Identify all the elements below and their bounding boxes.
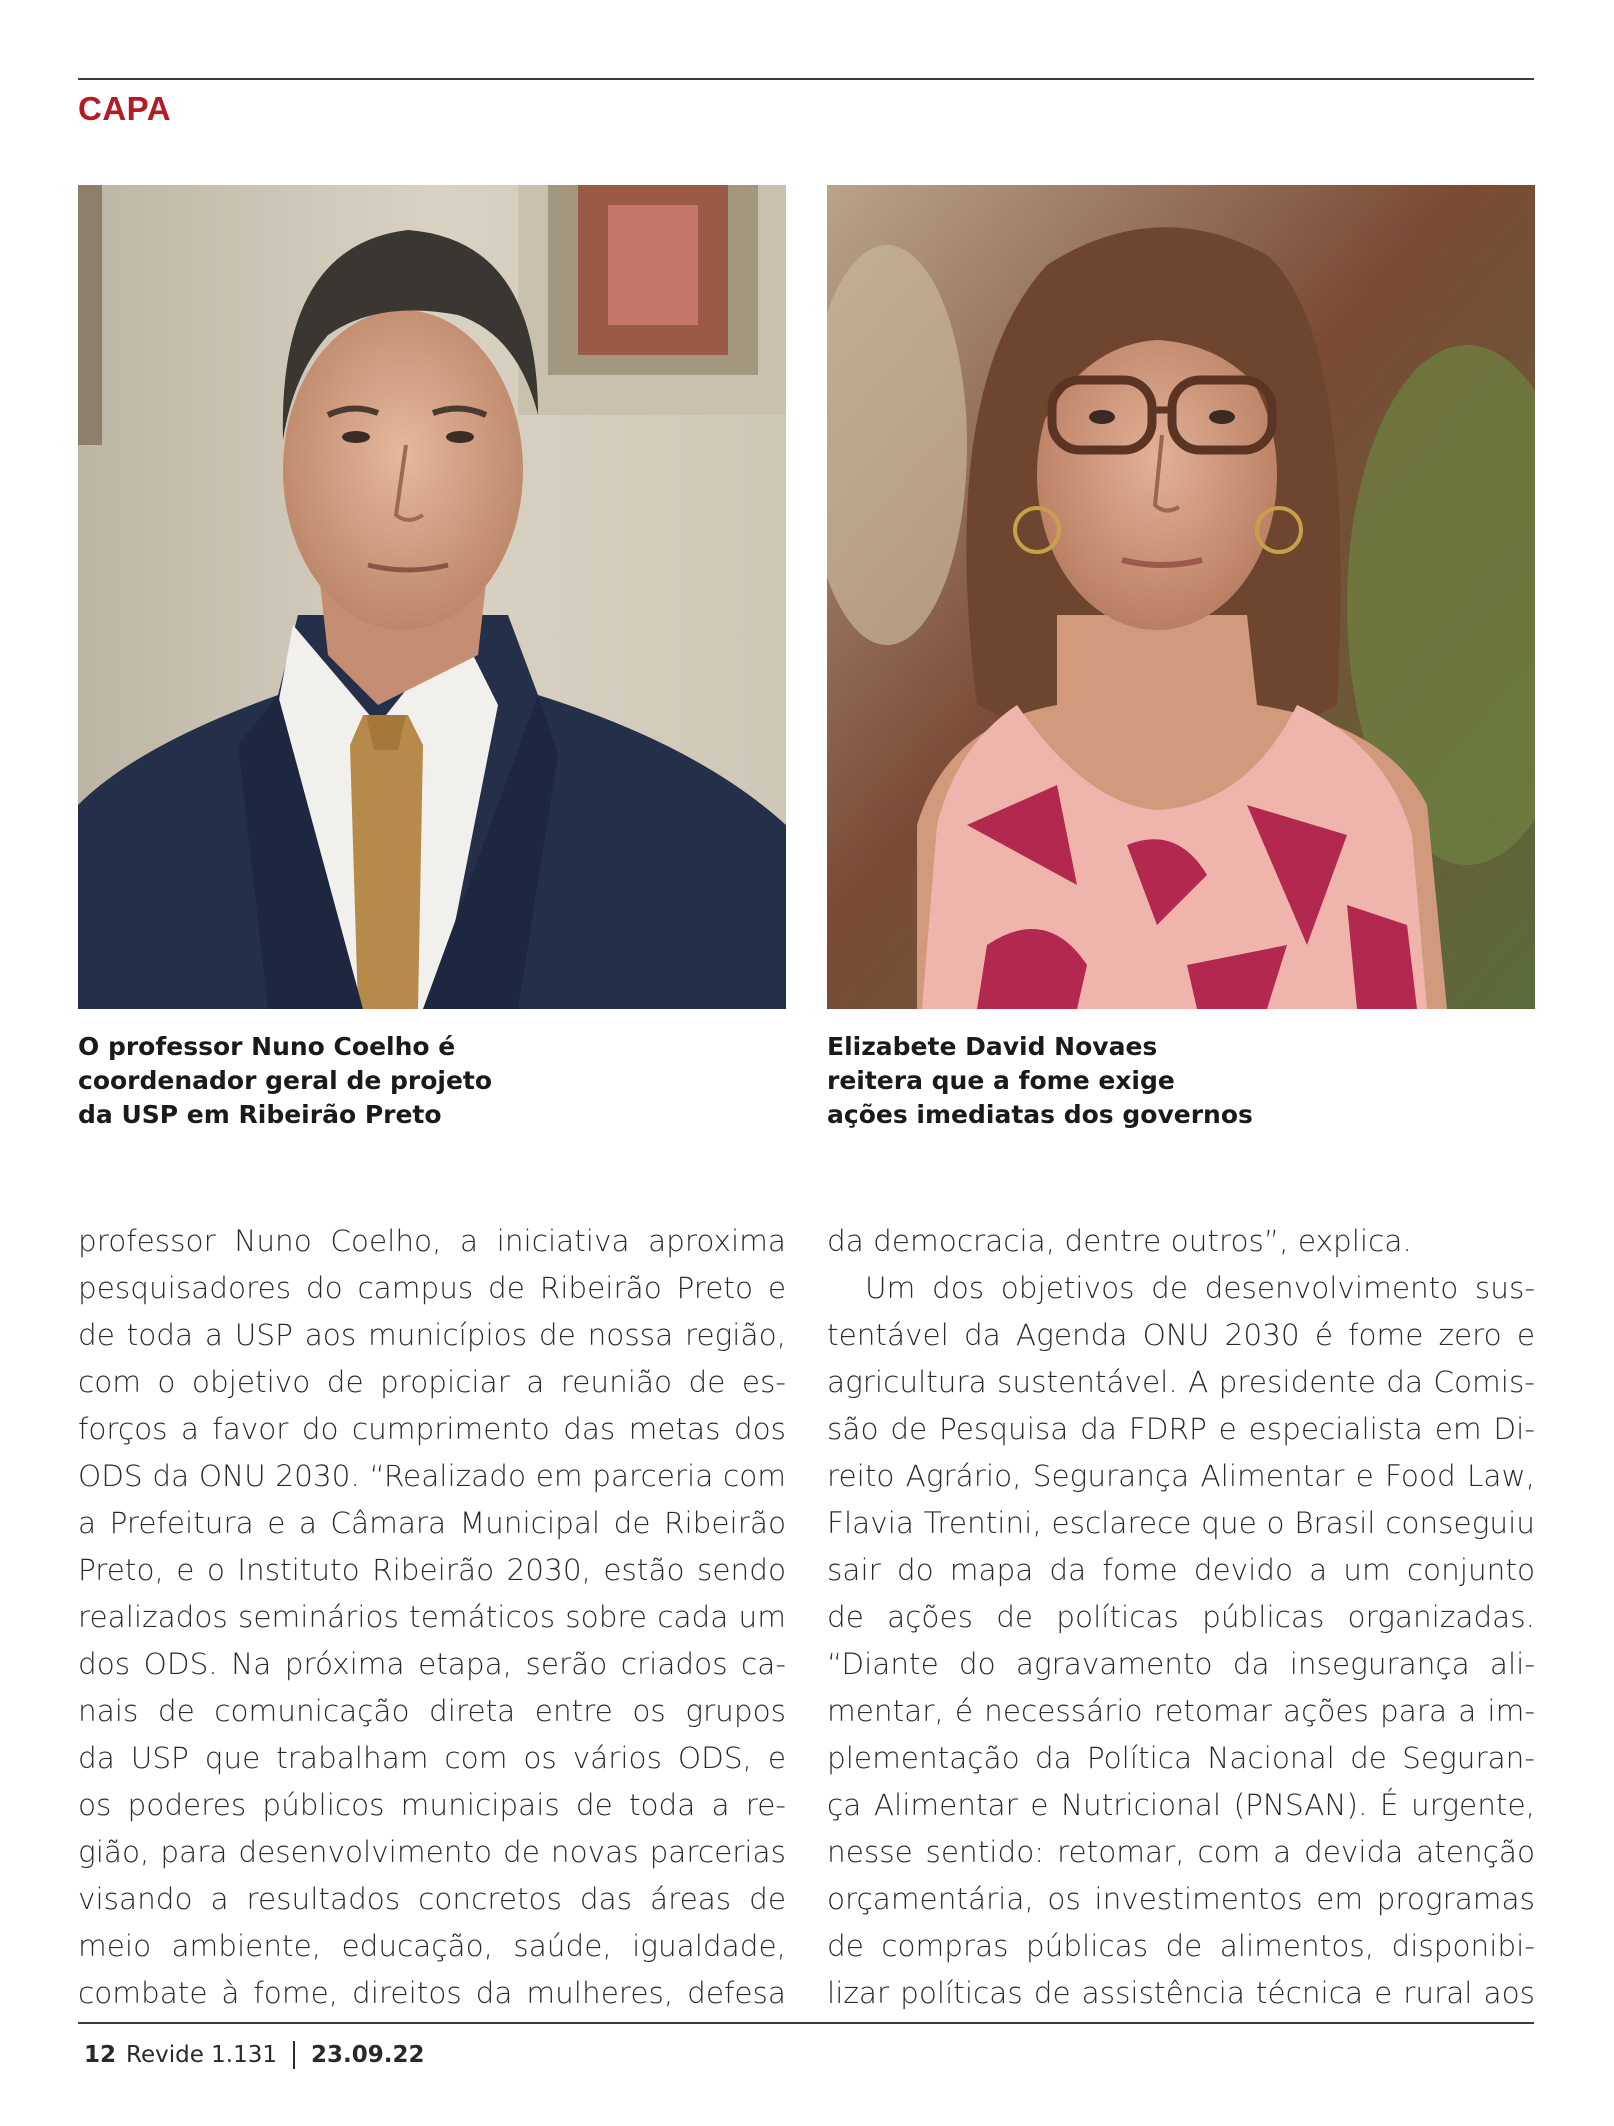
text-line: a Prefeitura e a Câmara Municipal de Ribeirão [78, 1506, 786, 1540]
text-line: agricultura sustentável. A presidente da Comis- [827, 1365, 1535, 1399]
text-line: da democracia, dentre outros”, explica. [827, 1224, 1412, 1258]
text-line: orçamentária, os investimentos em programas [827, 1882, 1535, 1916]
text-line: com o objetivo de propiciar a reunião de es- [78, 1365, 786, 1399]
caption-line: ações imediatas dos governos [827, 1100, 1253, 1129]
caption-line: O professor Nuno Coelho é [78, 1032, 456, 1061]
text-line: combate à fome, direitos da mulheres, defesa [78, 1976, 786, 2010]
caption-line: coordenador geral de projeto [78, 1066, 493, 1095]
text-line: visando a resultados concretos das áreas de [78, 1882, 786, 1916]
text-line: plementação da Política Nacional de Seguran- [827, 1741, 1535, 1775]
text-line: professor Nuno Coelho, a iniciativa aproxima [78, 1224, 786, 1258]
text-line: reito Agrário, Segurança Alimentar e Food Law, [827, 1459, 1535, 1493]
text-line: gião, para desenvolvimento de novas parcerias [78, 1835, 786, 1869]
text-line: nais de comunicação direta entre os grupos [78, 1694, 786, 1728]
text-line: de compras públicas de alimentos, disponibi- [827, 1929, 1535, 1963]
caption-line: da USP em Ribeirão Preto [78, 1100, 442, 1129]
photo-elizabete-novaes [827, 185, 1535, 1009]
text-line: tentável da Agenda ONU 2030 é fome zero e [827, 1318, 1535, 1352]
body-column-left [78, 1218, 786, 2017]
caption-line: reitera que a fome exige [827, 1066, 1175, 1095]
text-line: lizar políticas de assistência técnica e rural aos [827, 1976, 1535, 2010]
text-line: dos ODS. Na próxima etapa, serão criados ca- [78, 1647, 786, 1681]
caption-line: Elizabete David Novaes [827, 1032, 1158, 1061]
text-line: forços a favor do cumprimento das metas dos [78, 1412, 786, 1446]
text-line: mentar, é necessário retomar ações para a im- [827, 1694, 1535, 1728]
magazine-issue: Revide 1.131 [126, 2042, 278, 2068]
text-line: de toda a USP aos municípios de nossa região, [78, 1318, 786, 1352]
text-line: são de Pesquisa da FDRP e especialista em Di- [827, 1412, 1535, 1446]
text-line: ça Alimentar e Nutricional (PNSAN). É urgente, [827, 1788, 1535, 1822]
text-line: de ações de políticas públicas organizadas. [827, 1600, 1535, 1634]
bottom-rule [78, 2022, 1534, 2024]
photo-nuno-coelho [78, 185, 786, 1009]
body-column-right [827, 1218, 1535, 2017]
page-footer [84, 2041, 425, 2069]
text-line: meio ambiente, educação, saúde, igualdade, [78, 1929, 786, 1963]
footer-divider [293, 2041, 295, 2069]
section-label: CAPA [78, 90, 172, 127]
issue-date: 23.09.22 [311, 2042, 425, 2068]
text-line: os poderes públicos municipais de toda a re- [78, 1788, 786, 1822]
text-line: realizados seminários temáticos sobre cada um [78, 1600, 786, 1634]
portrait-woman-image [827, 185, 1535, 1009]
portrait-man-image [78, 185, 786, 1009]
text-line: Preto, e o Instituto Ribeirão 2030, estão sendo [78, 1553, 786, 1587]
text-line: nesse sentido: retomar, com a devida atenção [827, 1835, 1535, 1869]
text-line: ODS da ONU 2030. “Realizado em parceria com [78, 1459, 786, 1493]
text-line: Um dos objetivos de desenvolvimento sus- [865, 1271, 1535, 1305]
text-line: Flavia Trentini, esclarece que o Brasil conseguiu [827, 1506, 1535, 1540]
photo-caption-right [827, 1030, 1447, 1132]
top-rule [78, 78, 1534, 80]
text-line: pesquisadores do campus de Ribeirão Preto e [78, 1271, 786, 1305]
text-line: sair do mapa da fome devido a um conjunto [827, 1553, 1535, 1587]
text-line: da USP que trabalham com os vários ODS, e [78, 1741, 786, 1775]
photo-caption-left [78, 1030, 698, 1132]
page-number: 12 [84, 2042, 117, 2068]
text-line: “Diante do agravamento da insegurança ali- [827, 1647, 1535, 1681]
